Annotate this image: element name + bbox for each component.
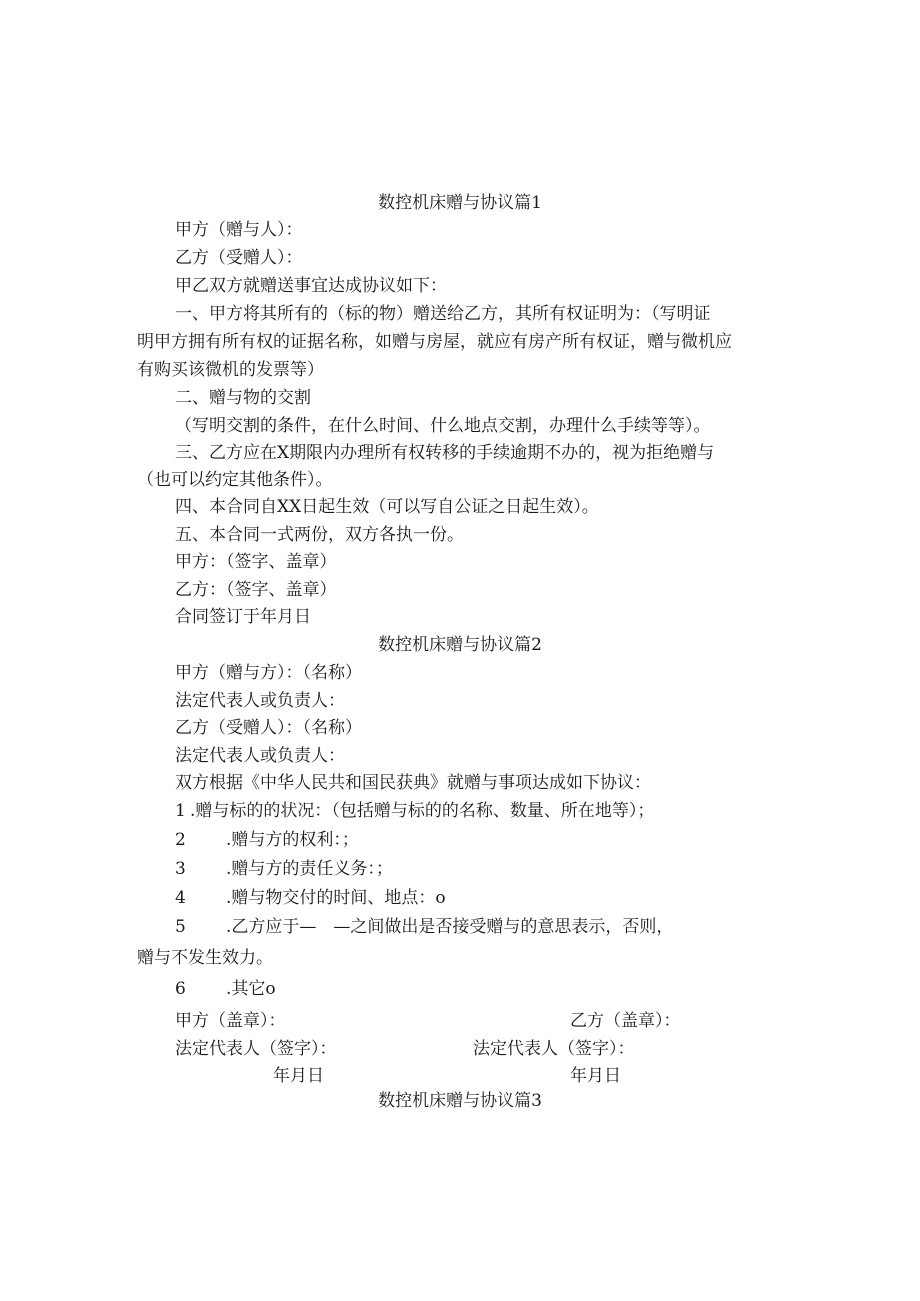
item-text: .乙方应于— —之间做出是否接受赠与的意思表示，否则， bbox=[226, 917, 674, 937]
party-b-line: 乙方（受赠人）：（名称） bbox=[175, 718, 362, 738]
agreement-intro: 双方根据《中华人民共和国民获典》就赠与事项达成如下协议： bbox=[175, 773, 651, 793]
party-a-line: 甲方（赠与人）： bbox=[175, 220, 303, 240]
item-number: 5 bbox=[175, 917, 186, 937]
signing-date: 合同签订于年月日 bbox=[175, 607, 311, 627]
signature-party-a: 甲方：（签字、盖章） bbox=[175, 552, 337, 572]
item-text: .赠与标的的状况：（包括赠与标的的名称、数量、所在地等）； bbox=[190, 801, 655, 821]
section-1-title: 数控机床赠与协议篇1 bbox=[378, 193, 542, 213]
rep-signature-a: 法定代表人（签字）： bbox=[175, 1039, 337, 1059]
item-number: 1 bbox=[175, 801, 186, 821]
item-text: .赠与方的责任义务：； bbox=[226, 859, 393, 879]
item-text: .其它o bbox=[226, 979, 276, 999]
clause-5: 五、本合同一式两份，双方各执一份。 bbox=[175, 525, 464, 545]
agreement-intro: 甲乙双方就赠送事宜达成协议如下： bbox=[175, 276, 447, 296]
item-5-continuation: 赠与不发生效力。 bbox=[137, 948, 273, 968]
clause-1-line-3: 有购买该微机的发票等） bbox=[137, 360, 324, 380]
clause-1-line-1: 一、甲方将其所有的（标的物）赠送给乙方，其所有权证明为：（写明证 bbox=[175, 304, 711, 324]
party-b-line: 乙方（受赠人）： bbox=[175, 248, 303, 268]
signature-party-b: 乙方：（签字、盖章） bbox=[175, 580, 337, 600]
section-3-title: 数控机床赠与协议篇3 bbox=[378, 1091, 542, 1111]
item-number: 6 bbox=[175, 979, 186, 999]
item-text: .赠与方的权利：； bbox=[226, 830, 359, 850]
item-number: 2 bbox=[175, 830, 186, 850]
representative-a: 法定代表人或负责人： bbox=[175, 691, 345, 711]
clause-2-body: （写明交割的条件，在什么时间、什么地点交割，办理什么手续等等）。 bbox=[175, 416, 711, 436]
clause-4: 四、本合同自XX日起生效（可以写自公证之日起生效）。 bbox=[175, 497, 599, 517]
item-text: .赠与物交付的时间、地点：o bbox=[226, 888, 446, 908]
representative-b: 法定代表人或负责人： bbox=[175, 746, 345, 766]
clause-2-title: 二、赠与物的交割 bbox=[175, 388, 311, 408]
clause-3-line-1: 三、乙方应在X期限内办理所有权转移的手续逾期不办的，视为拒绝赠与 bbox=[175, 443, 715, 463]
seal-party-a: 甲方（盖章）： bbox=[175, 1011, 286, 1031]
date-a: 年月日 bbox=[273, 1066, 324, 1086]
clause-3-line-2: （也可以约定其他条件）。 bbox=[137, 470, 333, 490]
rep-signature-b: 法定代表人（签字）： bbox=[473, 1039, 635, 1059]
item-number: 3 bbox=[175, 859, 186, 879]
date-b: 年月日 bbox=[570, 1066, 621, 1086]
party-a-line: 甲方（赠与方）：（名称） bbox=[175, 663, 362, 683]
section-2-title: 数控机床赠与协议篇2 bbox=[378, 635, 542, 655]
seal-party-b: 乙方（盖章）： bbox=[570, 1011, 681, 1031]
clause-1-line-2: 明甲方拥有所有权的证据名称，如赠与房屋，就应有房产所有权证，赠与微机应 bbox=[137, 332, 732, 352]
item-number: 4 bbox=[175, 888, 186, 908]
